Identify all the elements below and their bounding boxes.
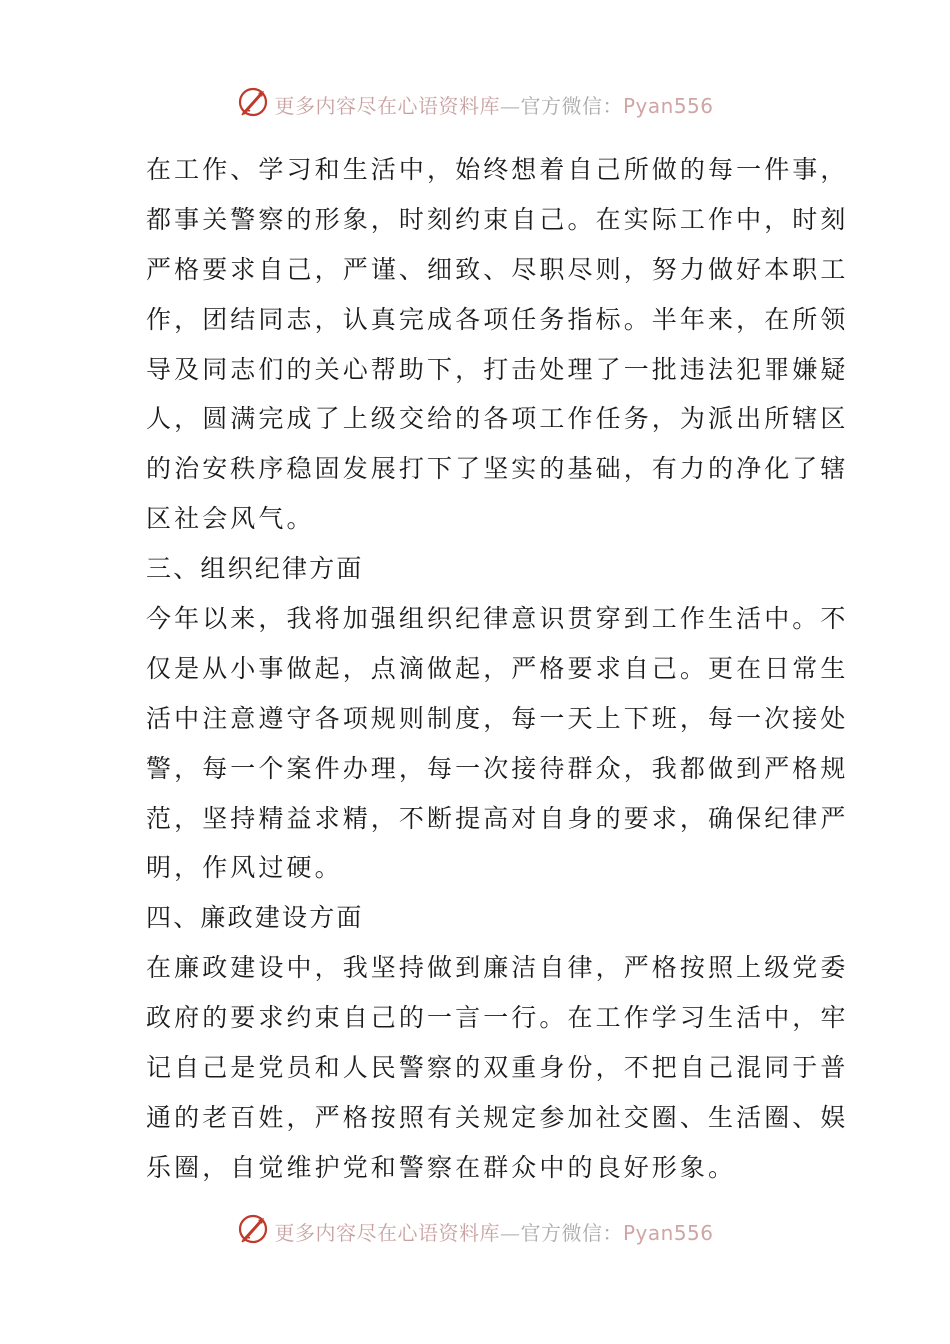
pen-logo-icon: [236, 85, 270, 119]
text-line: 导及同志们的关心帮助下，打击处理了一批违法犯罪嫌疑: [146, 354, 849, 384]
text-line: 在廉政建设中，我坚持做到廉洁自律，严格按照上级党委: [146, 953, 849, 983]
header-dash: —: [499, 93, 521, 118]
text-line: 警，每一个案件办理，每一次接待群众，我都做到严格规: [146, 753, 849, 783]
text-line: 今年以来，我将加强组织纪律意识贯穿到工作生活中。不: [146, 604, 849, 634]
header-site-text: 更多内容尽在心语资料库: [274, 93, 500, 118]
text-line: 记自己是党员和人民警察的双重身份，不把自己混同于普: [146, 1053, 849, 1083]
header-wechat-id: Pyan556: [622, 93, 714, 118]
header-banner-text: [274, 90, 713, 119]
text-line: 严格要求自己，严谨、细致、尽职尽则，努力做好本职工: [146, 254, 849, 284]
text-line: 明，作风过硬。: [146, 853, 343, 883]
header-banner: [0, 84, 950, 124]
footer-dash: —: [499, 1220, 521, 1245]
text-line: 的治安秩序稳固发展打下了坚实的基础，有力的净化了辖: [146, 454, 849, 484]
text-line: 在工作、学习和生活中，始终想着自己所做的每一件事，: [146, 155, 849, 184]
pen-logo-icon: [236, 1212, 270, 1246]
text-line: 都事关警察的形象，时刻约束自己。在实际工作中，时刻: [146, 204, 849, 234]
footer-wechat-id: Pyan556: [622, 1220, 714, 1245]
text-line: 区社会风气。: [146, 504, 315, 534]
text-line: 政府的要求约束自己的一言一行。在工作学习生活中，牢: [146, 1003, 849, 1033]
document-body: [146, 145, 849, 1193]
text-line: 乐圈，自觉维护党和警察在群众中的良好形象。: [146, 1152, 737, 1182]
text-line: 范，坚持精益求精，不断提高对自身的要求，确保纪律严: [146, 803, 849, 833]
footer-wechat-label: 官方微信：: [520, 1220, 623, 1245]
text-line: 活中注意遵守各项规则制度，每一天上下班，每一次接处: [146, 703, 849, 733]
footer-banner: [0, 1211, 950, 1251]
header-wechat-label: 官方微信：: [520, 93, 623, 118]
section-heading: 四、廉政建设方面: [146, 903, 364, 933]
footer-banner-text: [274, 1217, 713, 1246]
section-heading: 三、组织纪律方面: [146, 554, 364, 584]
text-line: 作，团结同志，认真完成各项任务指标。半年来，在所领: [146, 304, 849, 334]
footer-site-text: 更多内容尽在心语资料库: [274, 1220, 500, 1245]
text-line: 人，圆满完成了上级交给的各项工作任务，为派出所辖区: [146, 404, 849, 434]
text-line: 通的老百姓，严格按照有关规定参加社交圈、生活圈、娱: [146, 1102, 849, 1132]
text-line: 仅是从小事做起，点滴做起，严格要求自己。更在日常生: [146, 653, 849, 683]
